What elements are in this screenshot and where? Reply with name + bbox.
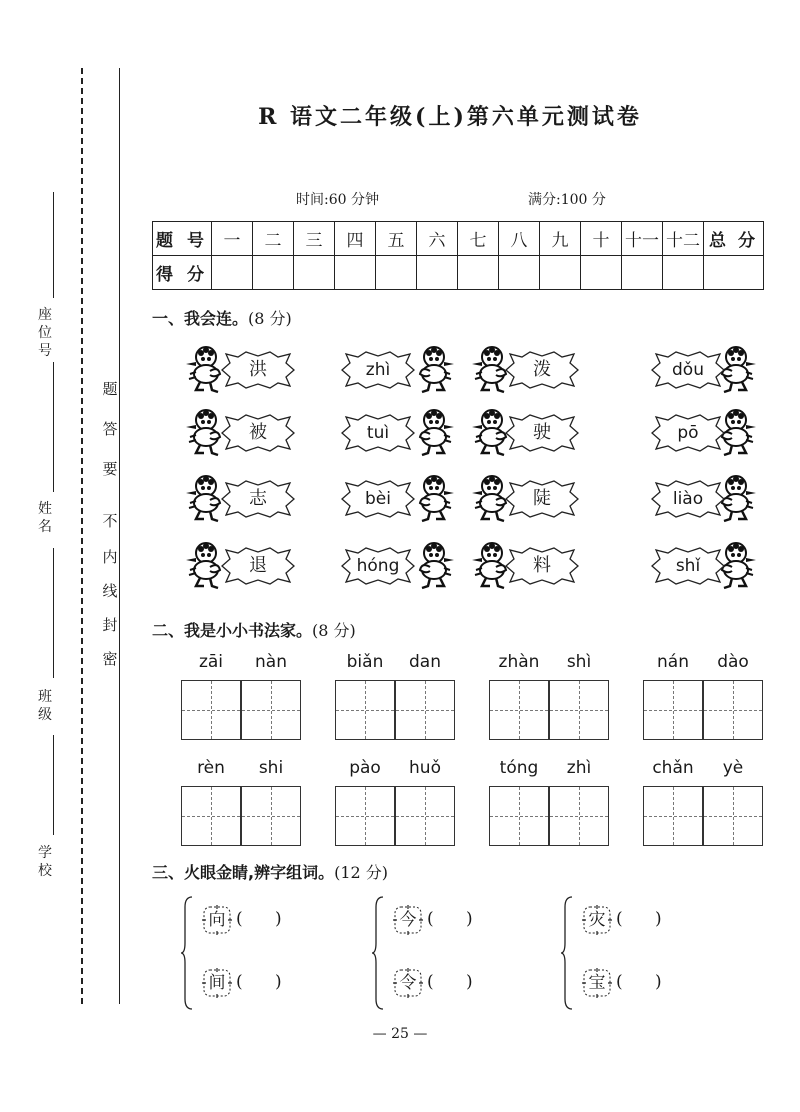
character-label: 被 (249, 422, 267, 443)
pinyin-tag[interactable] (338, 478, 418, 520)
pinyin-label: chǎn (652, 758, 694, 778)
col-header: 四 (335, 222, 376, 256)
col-header: 八 (499, 222, 540, 256)
section-1-points: (8 分) (248, 309, 292, 328)
seal-char: 要 (102, 460, 118, 478)
cut-line (81, 68, 83, 1004)
col-header: 六 (417, 222, 458, 256)
name-field[interactable] (53, 362, 54, 492)
col-header: 二 (253, 222, 294, 256)
writing-grid-cell[interactable] (549, 680, 609, 740)
class-field[interactable] (53, 548, 54, 678)
seal-char: 不 (102, 512, 118, 530)
pinyin-tag[interactable] (648, 478, 728, 520)
writing-grid-cell[interactable] (395, 680, 455, 740)
character-label: 令 (399, 973, 417, 993)
writing-grid-cell[interactable] (181, 786, 241, 846)
character-label: 陡 (533, 488, 551, 509)
col-header: 五 (376, 222, 417, 256)
page-number: — 25 — (372, 1026, 428, 1042)
writing-grid-cell[interactable] (395, 786, 455, 846)
writing-grid-cell[interactable] (489, 680, 549, 740)
pinyin-tag[interactable] (648, 545, 728, 587)
pinyin-label: shi (258, 758, 284, 778)
row-label-number: 题 号 (153, 222, 212, 256)
character-label: 志 (249, 488, 267, 509)
brace-icon (560, 895, 574, 1015)
score-table (152, 221, 764, 290)
word-answer-blank[interactable]: ( ) (616, 909, 662, 929)
word-answer-blank[interactable]: ( ) (236, 972, 282, 992)
duck-icon (416, 540, 456, 592)
character-tag[interactable] (218, 412, 298, 454)
word-answer-blank[interactable]: ( ) (616, 972, 662, 992)
writing-grid-cell[interactable] (181, 680, 241, 740)
character-box (393, 968, 423, 998)
score-cell[interactable] (581, 256, 622, 290)
class-label: 班级 (38, 689, 52, 723)
character-label: 灾 (588, 910, 606, 930)
pinyin-tag[interactable] (338, 349, 418, 391)
character-box (582, 968, 612, 998)
section-3-heading (152, 860, 388, 883)
character-tag[interactable] (502, 349, 582, 391)
duck-icon (416, 344, 456, 396)
school-label: 学校 (38, 845, 52, 879)
pinyin-label: pō (677, 423, 699, 443)
score-cell[interactable] (663, 256, 704, 290)
seat-label: 座位号 (38, 307, 52, 359)
duck-icon (416, 407, 456, 459)
pinyin-label: dào (717, 652, 749, 672)
writing-grid-cell[interactable] (643, 786, 703, 846)
brace-icon (371, 895, 385, 1015)
character-tag[interactable] (218, 478, 298, 520)
name-label: 姓名 (38, 501, 52, 535)
section-3-title: 三、火眼金睛,辨字组词。 (152, 863, 335, 882)
score-cell[interactable] (417, 256, 458, 290)
pinyin-label: zhì (566, 758, 592, 778)
character-box (582, 905, 612, 935)
brace-icon (180, 895, 194, 1015)
pinyin-label: zhì (365, 360, 391, 380)
character-label: 料 (533, 555, 551, 576)
score-cell[interactable] (499, 256, 540, 290)
pinyin-label: zhàn (498, 652, 540, 672)
score-cell[interactable] (335, 256, 376, 290)
col-header: 十二 (663, 222, 704, 256)
pinyin-label: pào (349, 758, 381, 778)
section-2-heading (152, 618, 356, 641)
pinyin-label: rèn (197, 758, 225, 778)
pinyin-label: nàn (255, 652, 287, 672)
duck-icon (416, 473, 456, 525)
pinyin-label: dan (409, 652, 441, 672)
character-tag[interactable] (218, 349, 298, 391)
pinyin-label: tóng (499, 758, 539, 778)
character-tag[interactable] (218, 545, 298, 587)
writing-grid-cell[interactable] (703, 680, 763, 740)
character-label: 间 (208, 973, 226, 993)
seal-char: 内 (102, 548, 118, 566)
pinyin-label: liào (672, 489, 704, 509)
time-limit: 时间:60 分钟 (296, 192, 379, 208)
character-tag[interactable] (502, 545, 582, 587)
writing-grid-cell[interactable] (489, 786, 549, 846)
word-answer-blank[interactable]: ( ) (427, 909, 473, 929)
writing-grid-cell[interactable] (335, 680, 395, 740)
section-2-points: (8 分) (312, 621, 356, 640)
seal-char: 题 (102, 380, 118, 398)
seal-char: 密 (102, 650, 118, 668)
pinyin-label: shì (566, 652, 592, 672)
col-header: 九 (540, 222, 581, 256)
col-header: 三 (294, 222, 335, 256)
pinyin-tag[interactable] (648, 349, 728, 391)
score-cell[interactable] (212, 256, 253, 290)
character-label: 向 (208, 910, 226, 930)
col-header: 一 (212, 222, 253, 256)
pinyin-tag[interactable] (648, 412, 728, 454)
word-answer-blank[interactable]: ( ) (427, 972, 473, 992)
section-3-points: (12 分) (334, 863, 389, 882)
character-label: 驶 (533, 422, 551, 443)
word-answer-blank[interactable]: ( ) (236, 909, 282, 929)
seat-field[interactable] (53, 192, 54, 298)
pinyin-label: bèi (365, 489, 391, 509)
pinyin-label: huǒ (409, 758, 441, 778)
seal-char: 答 (102, 420, 118, 438)
character-label: 今 (399, 910, 417, 930)
writing-grid-cell[interactable] (335, 786, 395, 846)
character-tag[interactable] (502, 412, 582, 454)
pinyin-label: hóng (356, 556, 400, 576)
col-header: 七 (458, 222, 499, 256)
character-label: 洪 (249, 359, 267, 380)
character-box (202, 968, 232, 998)
pinyin-label: shǐ (675, 556, 701, 576)
total-header: 总 分 (704, 222, 764, 256)
character-label: 退 (249, 555, 267, 576)
character-box (393, 905, 423, 935)
writing-grid-cell[interactable] (241, 680, 301, 740)
score-cell[interactable] (622, 256, 663, 290)
character-label: 宝 (588, 973, 606, 993)
section-2-title: 二、我是小小书法家。 (152, 621, 313, 640)
pinyin-tag[interactable] (338, 412, 418, 454)
pinyin-label: zāi (198, 652, 224, 672)
row-label-score: 得 分 (153, 256, 212, 290)
pinyin-label: yè (722, 758, 744, 778)
score-cell[interactable] (540, 256, 581, 290)
writing-grid-cell[interactable] (643, 680, 703, 740)
margin-border (119, 68, 120, 1004)
score-cell[interactable] (253, 256, 294, 290)
seal-char: 线 (102, 582, 118, 600)
section-1-title: 一、我会连。 (152, 309, 249, 328)
pinyin-label: dǒu (672, 360, 704, 380)
score-cell[interactable] (294, 256, 335, 290)
pinyin-label: nán (657, 652, 689, 672)
writing-grid-cell[interactable] (241, 786, 301, 846)
character-box (202, 905, 232, 935)
score-cell[interactable] (458, 256, 499, 290)
character-label: 泼 (533, 359, 551, 380)
score-cell-total[interactable] (704, 256, 764, 290)
writing-grid-cell[interactable] (549, 786, 609, 846)
page-title: R 语文二年级(上)第六单元测试卷 (258, 104, 642, 130)
full-score: 满分:100 分 (528, 192, 606, 208)
seal-char: 封 (102, 616, 118, 634)
pinyin-label: tuì (366, 423, 390, 443)
writing-grid-cell[interactable] (703, 786, 763, 846)
col-header: 十 (581, 222, 622, 256)
section-1-heading (152, 306, 292, 329)
col-header: 十一 (622, 222, 663, 256)
character-tag[interactable] (502, 478, 582, 520)
pinyin-label: biǎn (346, 652, 384, 672)
school-field[interactable] (53, 735, 54, 835)
score-cell[interactable] (376, 256, 417, 290)
pinyin-tag[interactable] (338, 545, 418, 587)
